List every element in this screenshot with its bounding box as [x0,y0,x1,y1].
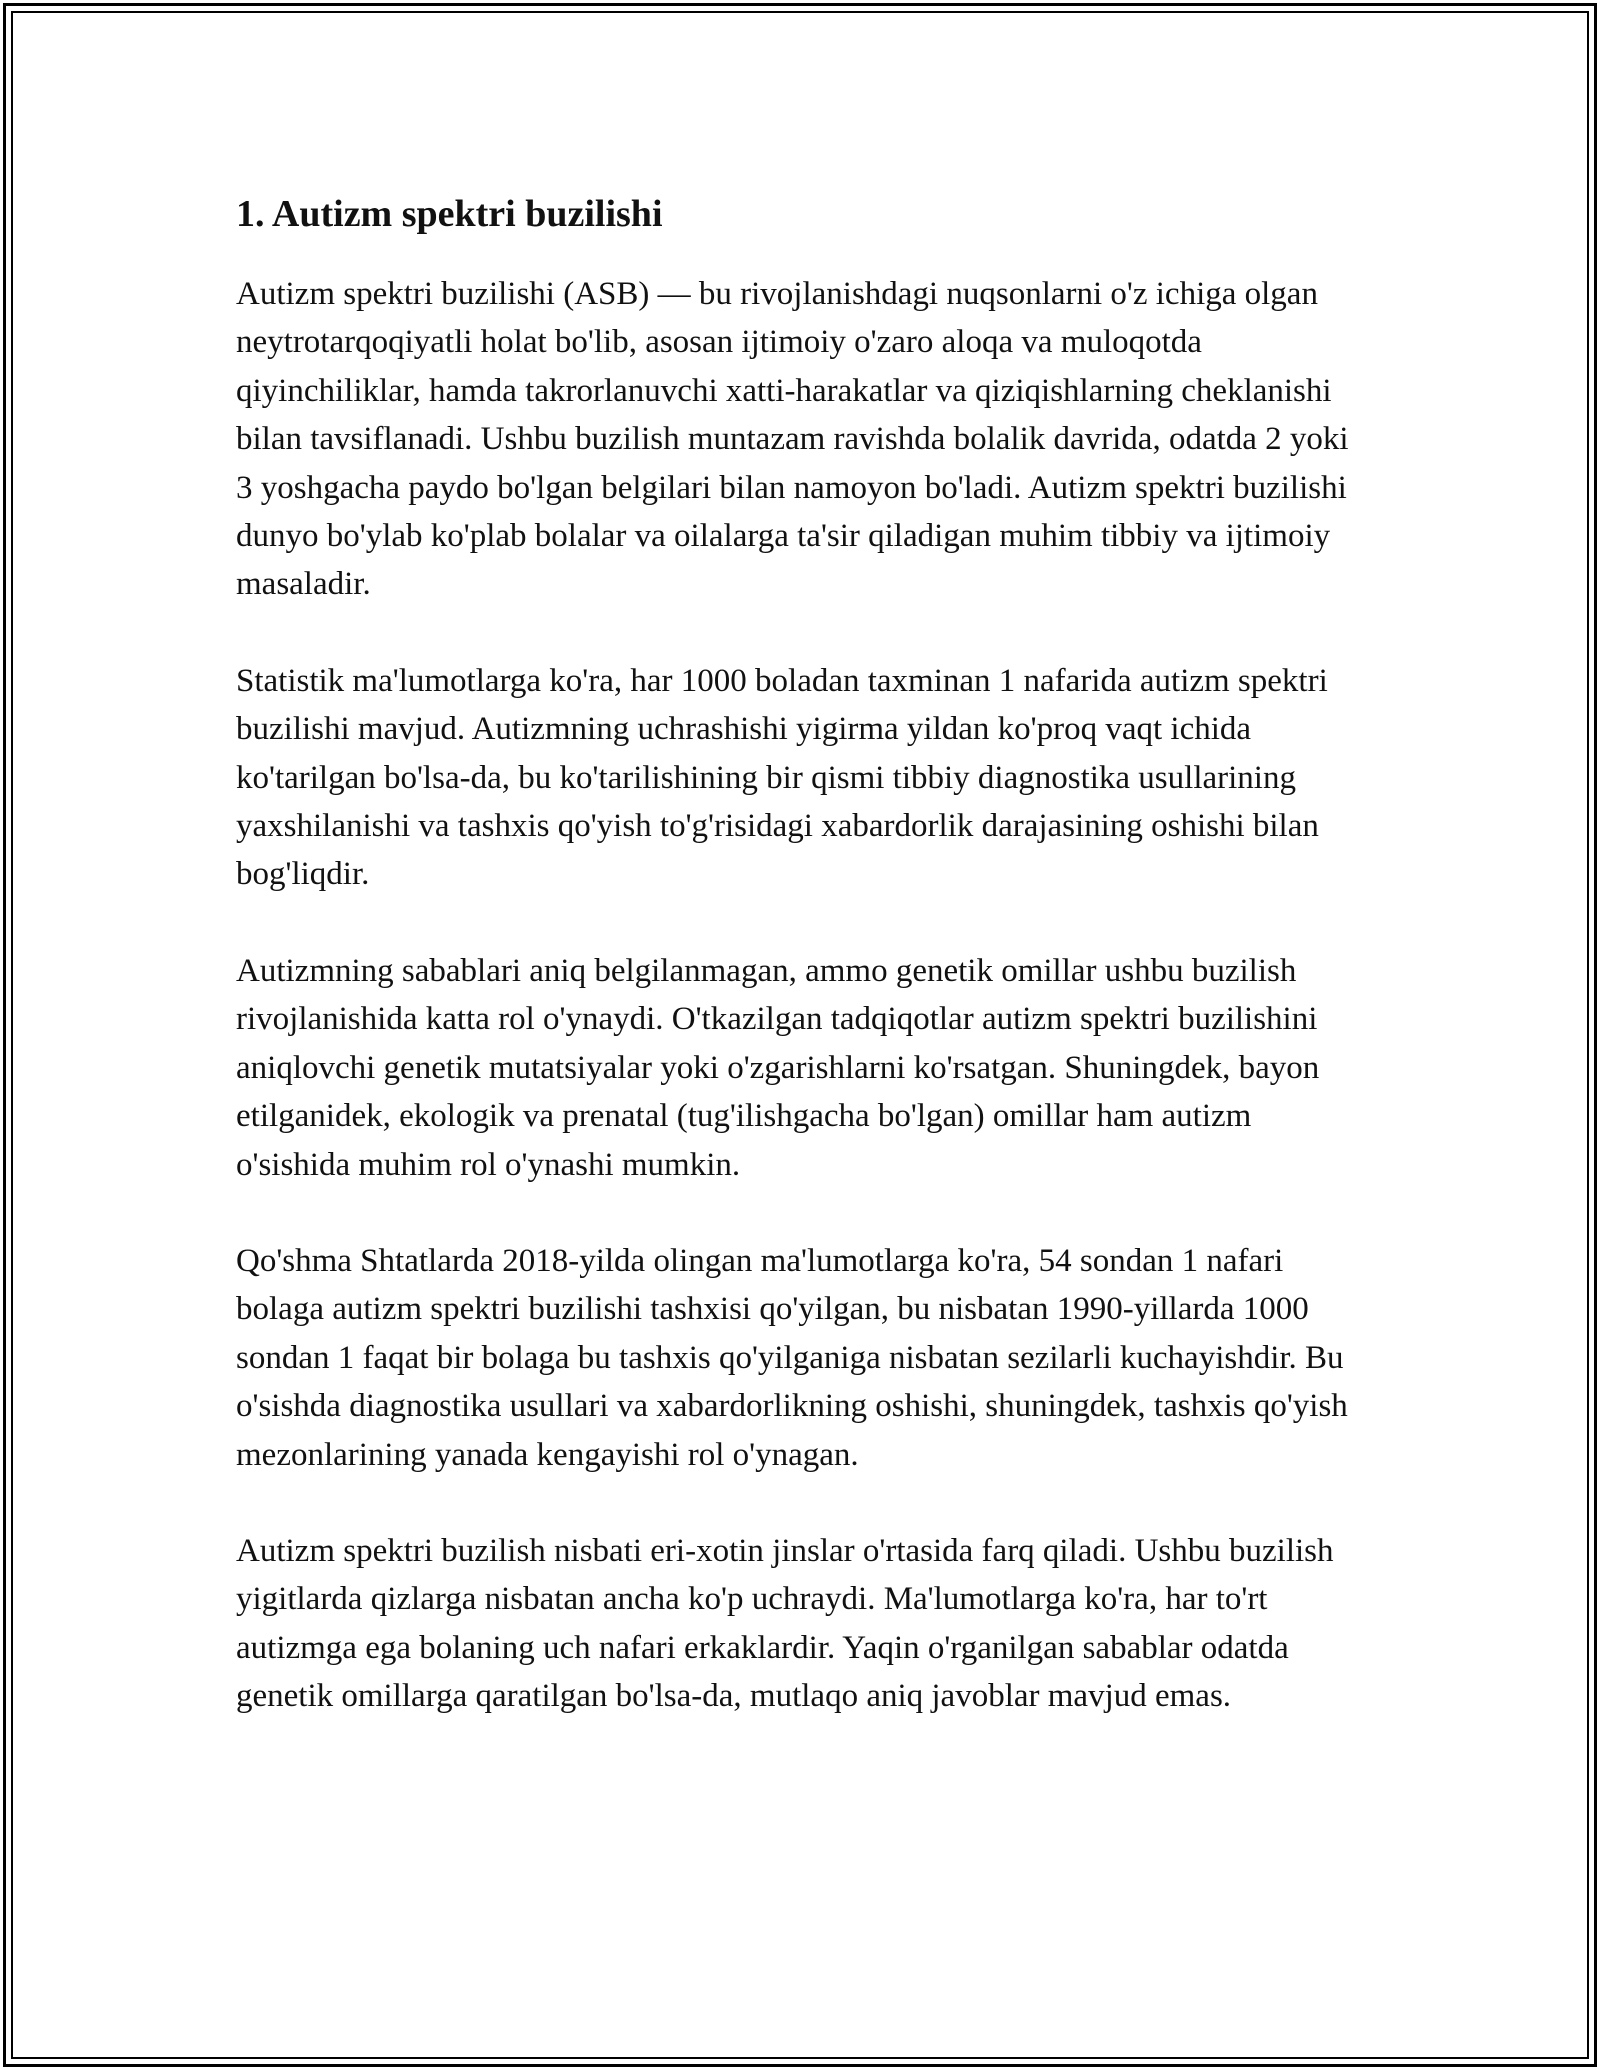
paragraph-us-data: Qo'shma Shtatlarda 2018-yilda olingan ma'lumotlarga ko'ra, 54 sondan 1 nafari bolaga autizm spektri buzilishi tashxisi qo'yilgan, bu nisbatan 1990-yillarda 1000 sondan 1 faqat bir bolaga bu tashxis qo'yilganiga nisbatan sezilarli kuchayishdir. Bu o'sishda diagnostika usullari va xabardorlikning oshishi, shuningdek, tashxis qo'yish mezonlarining yanada kengayishi rol o'ynagan. [236,1242,1348,1473]
paragraph-statistics: Statistik ma'lumotlarga ko'ra, har 1000 boladan taxminan 1 nafarida autizm spektri buzilishi mavjud. Autizmning uchrashishi yigirma yildan ko'proq vaqt ichida ko'tarilgan bo'lsa-da, bu ko'tarilishining bir qismi tibbiy diagnostika usullarining yaxshilanishi va tashxis qo'yish to'g'risidagi xabardorlik darajasining oshishi bilan bog'liqdir. [236,662,1328,893]
document-body [236,184,1356,1769]
paragraph-causes: Autizmning sabablari aniq belgilanmagan, ammo genetik omillar ushbu buzilish rivojlanishida katta rol o'ynaydi. O'tkazilgan tadqiqotlar autizm spektri buzilishini aniqlovchi genetik mutatsiyalar yoki o'zgarishlarni ko'rsatgan. Shuningdek, bayon etilganidek, ekologik va prenatal (tug'ilishgacha bo'lgan) omillar ham autizm o'sishida muhim rol o'ynashi mumkin. [236,952,1320,1183]
paragraph-intro: Autizm spektri buzilishi (ASB) — bu rivojlanishdagi nuqsonlarni o'z ichiga olgan neytrotarqoqiyatli holat bo'lib, asosan ijtimoiy o'zaro aloqa va muloqotda qiyinchiliklar, hamda takrorlanuvchi xatti-harakatlar va qiziqishlarning cheklanishi bilan tavsiflanadi. Ushbu buzilish muntazam ravishda bolalik davrida, odatda 2 yoki 3 yoshgacha paydo bo'lgan belgilari bilan namoyon bo'ladi. Autizm spektri buzilishi dunyo bo'ylab ko'plab bolalar va oilalarga ta'sir qiladigan muhim tibbiy va ijtimoiy masaladir. [236,276,1349,603]
paragraph-gender: Autizm spektri buzilish nisbati eri-xotin jinslar o'rtasida farq qiladi. Ushbu buzilish yigitlarda qizlarga nisbatan ancha ko'p uchraydi. Ma'lumotlarga ko'ra, har to'rt autizmga ega bolaning uch nafari erkaklardir. Yaqin o'rganilgan sabablar odatda genetik omillarga qaratilgan bo'lsa-da, mutlaqo aniq javoblar mavjud emas. [236,1532,1334,1715]
section-heading: 1. Autizm spektri buzilishi [236,193,663,235]
